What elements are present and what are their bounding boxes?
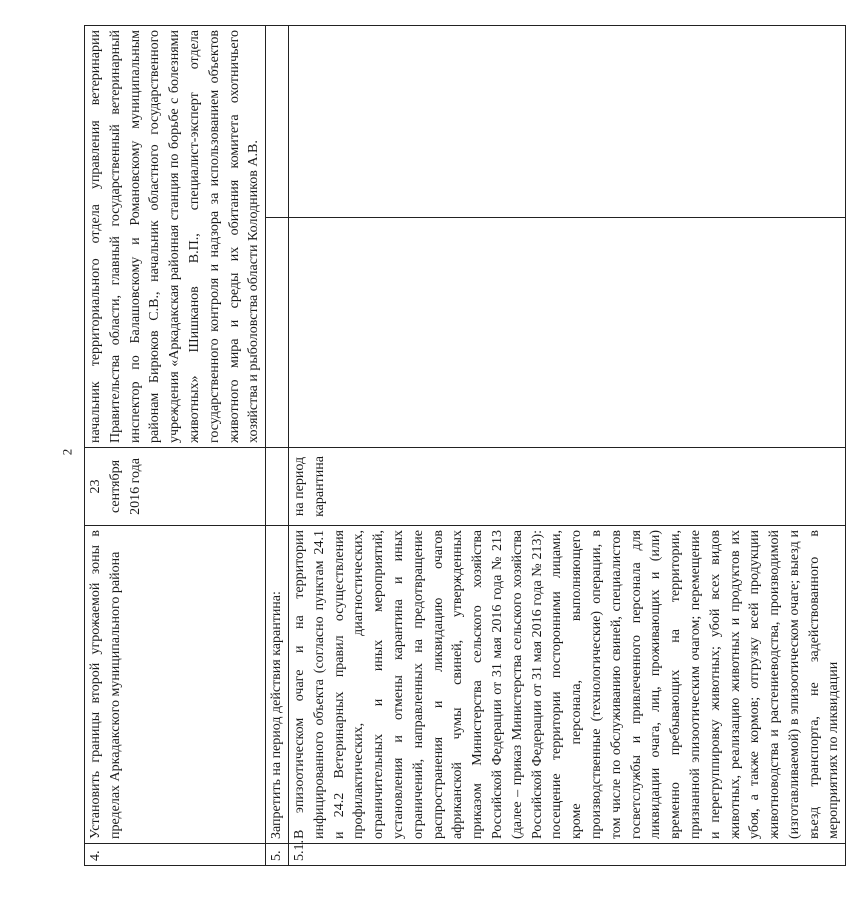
row-number: 4. xyxy=(85,844,266,866)
measure-text: Установить границы второй угрожаемой зоны в пределах Аркадакского муниципального района xyxy=(85,526,266,844)
measure-text: В эпизоотическом очаге и на территории инфицированного объекта (согласно пунктам 24.1 и 24.2 Ветеринарных правил осуществления профилактических, диагностических, ограничительных и иных мероприятий, установления и отмены карантина и иных ограничений, направленных на предотвращение распространения и ликвидацию очагов африканской чумы свиней, утвержденных приказом Министерства сельского хозяйства Российской Федерации от 31 мая 2016 года № 213 (далее – приказ Министерства сельского хозяйства Российской Федерации от 31 мая 2016 года № 213): посещение территории посторонними лицами, кроме персонала, выполняющего производственные (технологические) операции, в том числе по обслуживанию свиней, специалистов госветслужбы и привлеченного персонала для ликвидации очага, лиц, проживающих и (или) временно пребывающих на территории, признанной эпизоотическим очагом; перемещение и перегруппировку животных; убой всех видов животных, реализацию животных и продуктов их убоя, а также кормов; отгрузку всей продукции животноводства и растениеводства, производимой (изготавливаемой) в эпизоотическом очаге; выезд и въезд транспорта, не задействованного в мероприятиях по ликвидации xyxy=(288,526,845,844)
extra-cell xyxy=(266,26,289,218)
row-number: 5. xyxy=(266,844,289,866)
table-row xyxy=(288,26,845,866)
table-row xyxy=(85,26,266,866)
responsible xyxy=(266,218,289,448)
table-row xyxy=(266,26,289,866)
extra-cell xyxy=(288,26,845,218)
deadline: на период карантина xyxy=(288,448,845,526)
measures-table xyxy=(84,25,846,866)
deadline xyxy=(266,448,289,526)
measure-text: Запретить на период действия карантина: xyxy=(266,526,289,844)
responsible: начальник территориального отдела управления ветеринарии Правительства области, главный государственный ветеринарный инспектор по Балашовскому и Романовскому муниципальным районам Бирюков С.В., начальник областного государственного учреждения «Аркадакская районная станция по борьбе с болезнями животных» Шишканов В.П., специалист-эксперт отдела государственного контроля и надзора за использованием объектов животного мира и среды их обитания комитета охотничьего хозяйства и рыболовства области Колодников А.В. xyxy=(85,26,266,448)
rotated-page xyxy=(84,26,842,866)
row-number: 5.1. xyxy=(288,844,845,866)
responsible xyxy=(288,218,845,448)
page-number: 2 xyxy=(59,448,75,456)
deadline: 23 сентября 2016 года xyxy=(85,448,266,526)
